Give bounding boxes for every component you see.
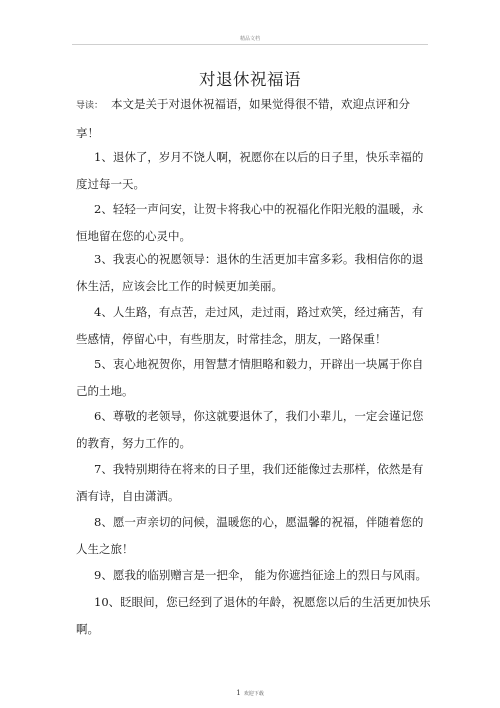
blessing-paragraph: 7、我特别期待在将来的日子里，我们还能像过去那样，依然是有酒有诗，自由潇洒。: [76, 462, 424, 503]
intro-label: 导读：: [76, 101, 104, 111]
blessing-paragraph: 8、愿一声亲切的问候，温暖您的心，愿温馨的祝福，伴随着您的人生之旅！: [76, 515, 424, 556]
blessing-paragraph: 10、眨眼间，您已经到了退休的年龄，祝愿您以后的生活更加快乐啊。: [76, 595, 431, 636]
intro-paragraph: [76, 91, 426, 147]
footer-label: 欢迎下载: [243, 691, 264, 697]
header-watermark: 精品文档: [239, 36, 260, 42]
blessing-paragraph: 2、轻轻一声问安，让贺卡将我心中的祝福化作阳光般的温暖，永恒地留在您的心灵中。: [76, 202, 424, 243]
blessing-paragraph: 3、我衷心的祝愿领导：退休的生活更加丰富多彩。我相信你的退休生活，应该会比工作的时候更加美丽。: [76, 252, 424, 293]
blessing-paragraph: 1、退休了，岁月不饶人啊，祝愿你在以后的日子里，快乐幸福的度过每一天。: [76, 150, 424, 191]
page-number: 1: [236, 689, 241, 697]
blessing-paragraph: 9、愿我的临别赠言是一把伞， 能为你遮挡征途上的烈日与风雨。: [94, 568, 427, 582]
blessing-paragraph: 6、尊敬的老领导，你这就要退休了，我们小辈儿，一定会谨记您的教育，努力工作的。: [76, 409, 424, 450]
page-footer: [0, 689, 500, 697]
document-title: 对退休祝福语: [199, 70, 301, 89]
header-divider: [72, 44, 428, 45]
blessing-paragraph: 4、人生路，有点苦，走过风，走过雨，路过欢笑，经过痛苦，有些感情，停留心中，有些朋友，时常挂念，朋友，一路保重！: [76, 305, 424, 346]
intro-text: 本文是关于对退休祝福语，如果觉得很不错，欢迎点评和分享！: [76, 97, 411, 140]
blessing-paragraph: 5、衷心地祝贺你，用智慧才情胆略和毅力，开辟出一块属于你自己的土地。: [76, 357, 424, 398]
